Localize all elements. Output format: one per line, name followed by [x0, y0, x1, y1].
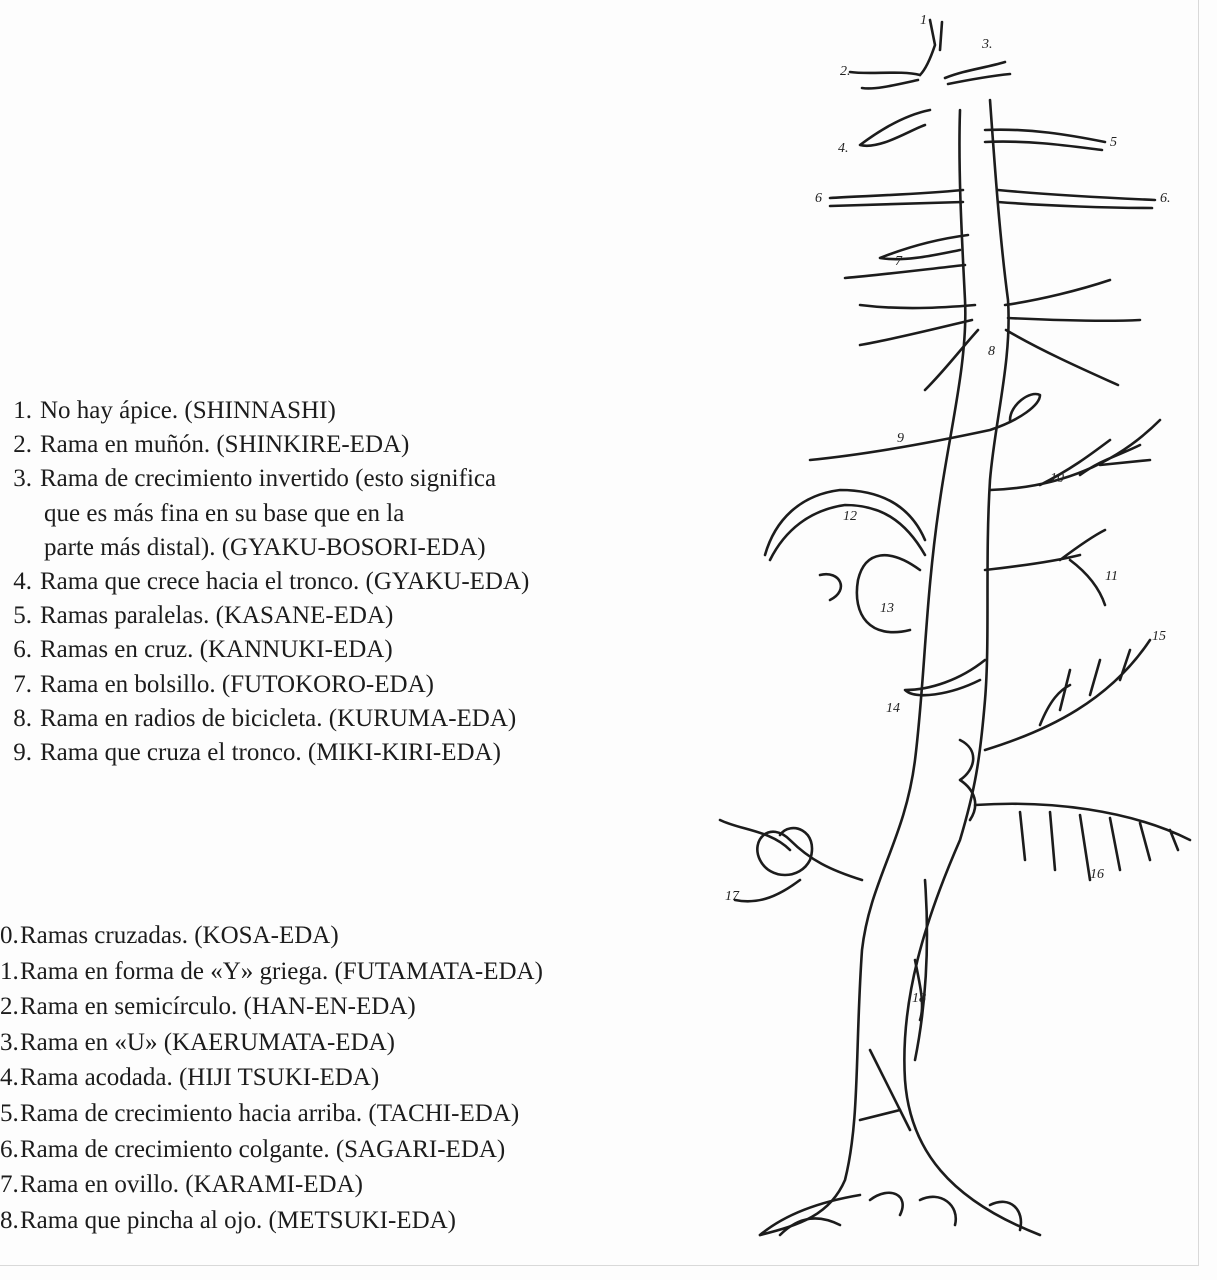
tree-label-12: 12 [843, 509, 857, 524]
legend-item [0, 533, 486, 563]
legend-item-number: 7. [0, 1171, 19, 1199]
tree-label-4: 4. [838, 141, 849, 156]
tree-label-15: 15 [1152, 629, 1166, 644]
legend-item [0, 738, 501, 768]
branch-8-whorl [860, 280, 1140, 390]
apex-stump [920, 20, 942, 75]
legend-item-text: Ramas paralelas. (KASANE-EDA) [40, 602, 394, 630]
branch-12 [765, 490, 925, 560]
legend-item-text: Rama en bolsillo. (FUTOKORO-EDA) [40, 670, 434, 698]
legend-item-text: Rama en radios de bicicleta. (KURUMA-EDA) [40, 704, 517, 732]
tree-label-7: 7 [895, 254, 902, 269]
tree-label-16: 16 [1090, 867, 1104, 882]
legend-item [0, 1206, 456, 1236]
branch-10 [990, 420, 1160, 490]
tree-label-10: 10 [1050, 471, 1064, 486]
legend-item [0, 430, 409, 460]
tree-label-2: 2. [840, 64, 851, 79]
legend-item [0, 635, 393, 665]
branch-9 [810, 394, 1040, 460]
legend-item-text: No hay ápice. (SHINNASHI) [40, 397, 336, 424]
branch-17 [720, 820, 862, 901]
branch-4 [860, 110, 930, 146]
legend-item [0, 1028, 395, 1058]
trunk-crack-3 [860, 1110, 900, 1120]
legend-item [0, 464, 496, 494]
legend-item-text: Rama de crecimiento colgante. (SAGARI-EDA) [20, 1135, 506, 1163]
branch-5 [985, 130, 1105, 150]
legend-item [0, 921, 339, 951]
tree-label-1: 1 [920, 13, 927, 28]
legend-item [0, 957, 543, 987]
legend-item [0, 601, 393, 631]
legend-item-text: Rama en forma de «Y» griega. (FUTAMATA-EDA) [20, 957, 543, 985]
legend-item [0, 1170, 363, 1200]
legend-item [0, 396, 336, 426]
tree-label-8: 8 [988, 344, 995, 359]
legend-item-number: 4. [13, 568, 32, 595]
legend-item [0, 670, 434, 700]
legend-item-number: 6. [13, 636, 32, 664]
legend-item-number: 1. [13, 397, 32, 424]
legend-item [0, 499, 404, 529]
tree-label-6a: 6 [815, 191, 822, 206]
legend-item-number: 9. [13, 739, 32, 766]
tree-label-17: 17 [725, 889, 739, 904]
legend-item-text: Rama de crecimiento hacia arriba. (TACHI-EDA) [20, 1100, 520, 1127]
tree-label-11: 11 [1105, 569, 1118, 584]
legend-item-text: que es más fina en su base que en la [44, 499, 405, 527]
legend-item-number: 8. [13, 704, 32, 732]
branch-7 [845, 235, 968, 278]
legend-item-text: Ramas en cruz. (KANNUKI-EDA) [40, 636, 393, 664]
branch-3 [945, 62, 1010, 84]
tree-label-3: 3. [982, 37, 993, 52]
legend-item-number: 1. [0, 957, 19, 985]
legend-item [0, 1135, 505, 1165]
legend-item-number: 2. [13, 431, 32, 459]
tree-label-5: 5 [1110, 135, 1117, 150]
legend-item-number: 3. [13, 465, 32, 493]
branch-11 [985, 530, 1105, 605]
legend-item-text: Rama en «U» (KAERUMATA-EDA) [20, 1028, 396, 1056]
legend-item-text: parte más distal). (GYAKU-BOSORI-EDA) [44, 533, 486, 561]
legend-item [0, 567, 529, 597]
branch-6-right [998, 190, 1155, 208]
legend-item [0, 704, 516, 734]
legend-item-text: Rama acodada. (HIJI TSUKI-EDA) [20, 1064, 380, 1092]
legend-item-number: 4. [0, 1064, 19, 1092]
legend-item-text: Rama que cruza el tronco. (MIKI-KIRI-EDA) [40, 739, 501, 766]
legend-item-number: 8. [0, 1206, 19, 1234]
legend-item-text: Rama en muñón. (SHINKIRE-EDA) [40, 431, 410, 459]
legend-item-text: Rama que pincha al ojo. (METSUKI-EDA) [20, 1206, 456, 1234]
legend-item [0, 1063, 379, 1093]
legend-item-text: Rama en ovillo. (KARAMI-EDA) [20, 1171, 363, 1199]
trunk-left-edge [760, 110, 965, 1235]
legend-item [0, 992, 416, 1022]
roots [760, 1193, 1021, 1235]
legend-item-text: Ramas cruzadas. (KOSA-EDA) [20, 922, 339, 949]
branch-16 [975, 804, 1190, 880]
tree-label-13: 13 [880, 601, 894, 616]
legend-item-number: 5. [13, 602, 32, 630]
legend-item-text: Rama que crece hacia el tronco. (GYAKU-EDA) [40, 568, 530, 595]
branch-15 [985, 640, 1150, 750]
legend-item-text: Rama de crecimiento invertido (esto significa [40, 465, 497, 493]
branch-18 [915, 960, 922, 1020]
legend-item-text: Rama en semicírculo. (HAN-EN-EDA) [20, 993, 416, 1021]
legend-item-number: 0. [0, 922, 19, 949]
branch-6-left [830, 190, 963, 206]
legend-item-number: 6. [0, 1135, 19, 1163]
legend-item-number: 3. [0, 1028, 19, 1056]
tree-label-6b: 6. [1160, 191, 1171, 206]
legend-item-number: 5. [0, 1100, 19, 1127]
branch-2 [850, 72, 920, 88]
legend-item-number: 7. [13, 670, 32, 698]
legend-item-number: 2. [0, 993, 19, 1021]
branch-13 [820, 555, 920, 632]
tree-label-18: 18 [912, 991, 926, 1006]
tree-label-14: 14 [886, 701, 900, 716]
legend-item [0, 1099, 519, 1129]
tree-label-9: 9 [897, 431, 904, 446]
